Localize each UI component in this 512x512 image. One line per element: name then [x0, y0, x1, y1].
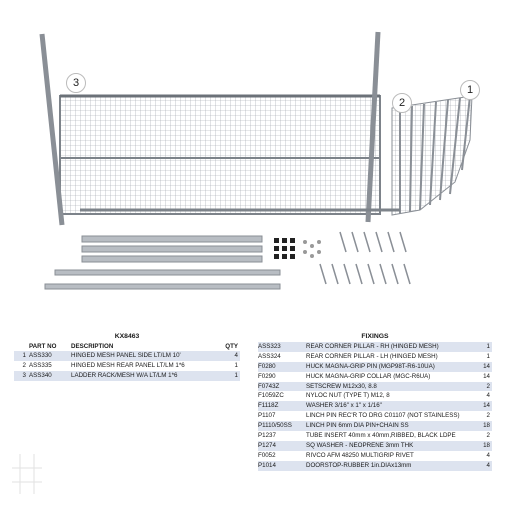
table-row [258, 421, 492, 431]
table-row [258, 451, 492, 461]
fixing-description: TUBE INSERT 40mm x 40mm,RIBBED, BLACK LDPE [306, 432, 456, 440]
fixing-code: F0290 [258, 372, 276, 380]
part-no: ASS340 [29, 371, 52, 379]
ladder-rack-mesh [42, 32, 400, 225]
fixing-code: P1014 [258, 461, 276, 469]
corner-pillars [45, 236, 280, 289]
side-panels-stack [392, 96, 472, 215]
table-row [258, 431, 492, 441]
fixing-code: F1059ZC [258, 392, 284, 400]
fixing-code: F0280 [258, 362, 276, 370]
fixing-description: LINCH PIN 6mm DIA PIN+CHAIN SS [306, 422, 409, 430]
parts-table-title: KX8463 [114, 333, 140, 340]
fixing-qty: 18 [483, 422, 490, 430]
fixing-qty: 2 [486, 412, 490, 420]
fixing-qty: 1 [486, 343, 490, 350]
fixings-hardware [274, 238, 321, 259]
callout-3-badge: 3 [66, 73, 86, 93]
fixing-code: P1274 [258, 441, 276, 449]
fixing-code: ASS323 [258, 343, 281, 350]
part-description: LADDER RACK/MESH W/A LT/LM 1*6 [71, 371, 178, 379]
table-row [258, 441, 492, 451]
fixing-qty: 4 [486, 392, 490, 400]
part-qty: 1 [234, 361, 238, 369]
parts-table-header [14, 342, 240, 351]
part-qty: 1 [234, 371, 238, 379]
callout-2-badge: 2 [392, 93, 412, 113]
fixing-code: P1237 [258, 432, 276, 440]
row-number: 3 [22, 371, 26, 379]
row-number: 1 [22, 352, 26, 359]
callout-1-badge: 1 [460, 80, 480, 100]
table-row [14, 371, 240, 381]
fixing-description: REAR CORNER PILLAR - LH (HINGED MESH) [306, 352, 438, 360]
table-row [14, 361, 240, 371]
part-no: ASS330 [29, 352, 52, 359]
fixing-description: RIVCO AFM 48250 MULTIGRIP RIVET [306, 451, 414, 459]
fixing-qty: 18 [483, 441, 490, 449]
fixing-description: SETSCREW M12x30, 8.8 [306, 382, 377, 390]
table-row [258, 372, 492, 382]
row-number: 2 [22, 361, 26, 369]
part-description: HINGED MESH REAR PANEL LT/LM 1*6 [71, 361, 185, 369]
crop-mark-decoration [12, 454, 42, 494]
fixing-qty: 4 [486, 451, 490, 459]
part-qty: 4 [234, 352, 238, 359]
header-qty: QTY [225, 343, 238, 350]
fixings-table-title: FIXINGS [361, 333, 389, 340]
fixing-qty: 14 [483, 402, 490, 410]
table-row [258, 411, 492, 421]
fixing-qty: 2 [486, 382, 490, 390]
fixing-description: REAR CORNER PILLAR - RH (HINGED MESH) [306, 343, 439, 350]
fixing-code: ASS324 [258, 352, 281, 360]
fixing-description: HUCK MAGNA-GRIP PIN (MGP98T-R6-10UA) [306, 362, 435, 370]
fixing-qty: 2 [486, 432, 490, 440]
parts-table [14, 333, 240, 381]
table-row [258, 342, 492, 352]
fixing-description: NYLOC NUT (TYPE T) M12, 8 [306, 392, 390, 400]
fixing-code: P1107 [258, 412, 276, 420]
table-row [258, 382, 492, 392]
table-row [258, 362, 492, 372]
table-row [258, 461, 492, 471]
fixing-code: F0052 [258, 451, 276, 459]
table-row [258, 352, 492, 362]
fixing-code: F1118Z [258, 402, 279, 410]
fixing-description: WASHER 3/16" x 1" x 1/16" [306, 402, 382, 410]
fixing-description: SQ WASHER - NEOPRENE 3mm THK [306, 441, 414, 449]
fixing-qty: 14 [483, 362, 490, 370]
table-row [258, 391, 492, 401]
fixing-qty: 4 [486, 461, 490, 469]
part-no: ASS335 [29, 361, 52, 369]
part-description: HINGED MESH PANEL SIDE LT/LM 10' [71, 352, 181, 359]
linch-pins [320, 232, 410, 284]
fixing-description: HUCK MAGNA-GRIP COLLAR (MGC-R6UA) [306, 372, 431, 380]
fixing-qty: 1 [486, 352, 490, 360]
table-row [14, 351, 240, 361]
table-row [258, 401, 492, 411]
fixing-qty: 14 [483, 372, 490, 380]
fixing-code: P1110/50SS [258, 422, 292, 430]
fixings-table [258, 333, 492, 471]
header-part-no: PART NO [29, 343, 57, 350]
fixing-code: F0743Z [258, 382, 280, 390]
fixing-description: DOORSTOP-RUBBER 1in.DIAx13mm [306, 461, 412, 469]
fixing-description: LINCH PIN REC'R TO DRG C01107 (NOT STAINLESS) [306, 412, 460, 420]
header-description: DESCRIPTION [71, 343, 114, 350]
